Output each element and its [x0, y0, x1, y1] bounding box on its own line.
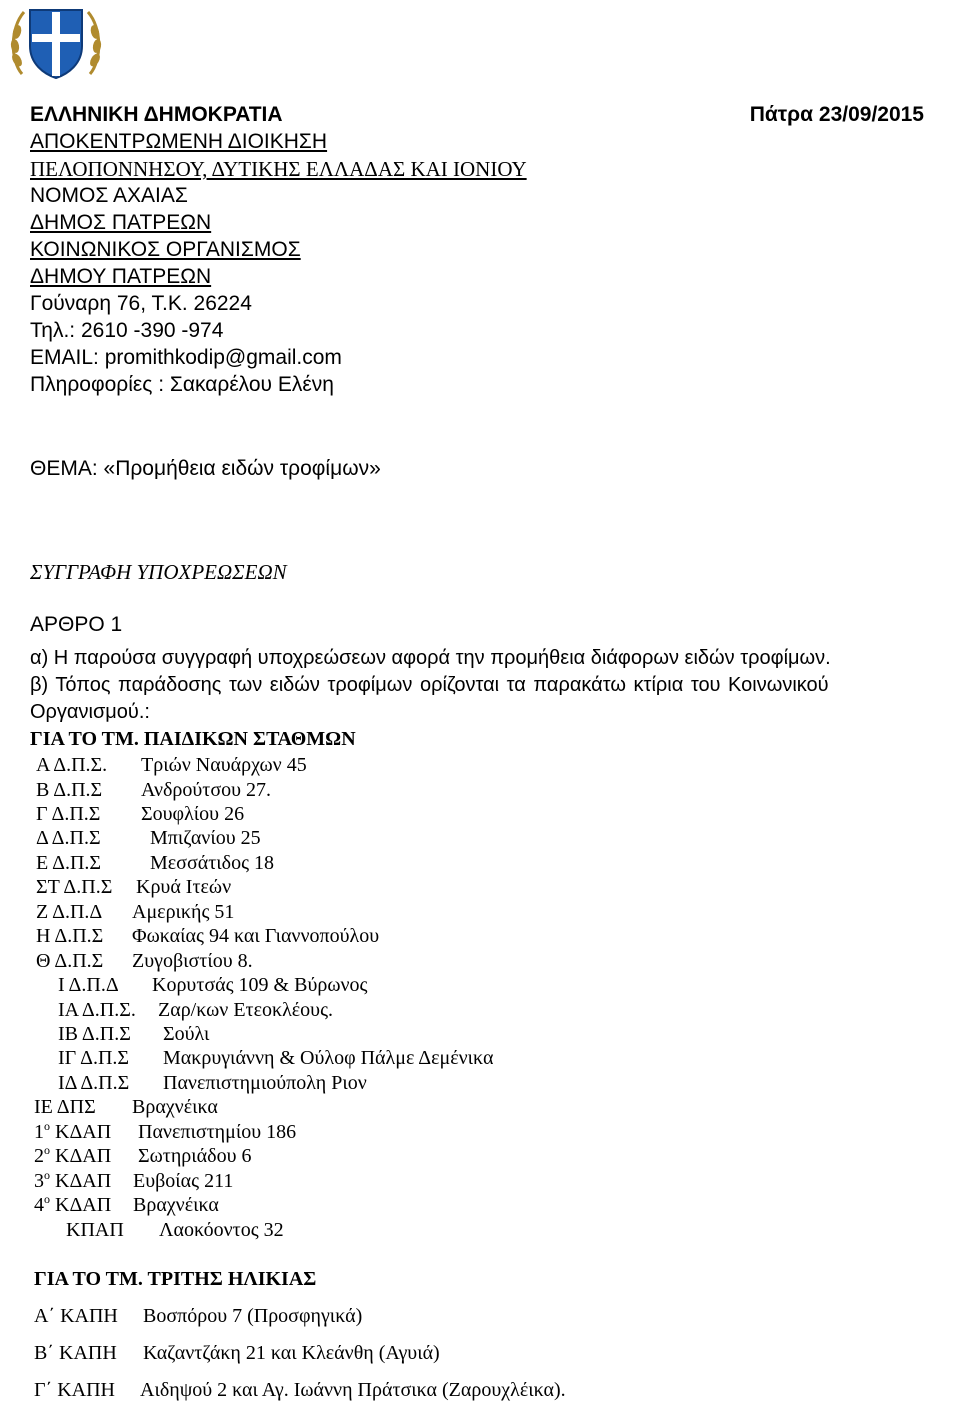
station-code: Δ Δ.Π.Σ — [36, 827, 101, 849]
section-heading-elderly: ΓΙΑ ΤΟ ΤΜ. ΤΡΙΤΗΣ ΗΛΙΚΙΑΣ — [34, 1268, 317, 1290]
station-address: Αμερικής 51 — [132, 901, 235, 923]
header-line-phone: Τηλ.: 2610 -390 -974 — [30, 319, 224, 342]
station-address: Τριών Ναυάρχων 45 — [141, 754, 307, 776]
station-code: Α Δ.Π.Σ. — [36, 754, 108, 776]
station-address: Μακρυγιάννη & Ούλοφ Πάλμε Δεμένικα — [163, 1047, 494, 1069]
kdap-address: Ευβοίας 211 — [133, 1170, 234, 1192]
paragraph-a: α) Η παρούσα συγγραφή υποχρεώσεων αφορά την προμήθεια διάφορων ειδών τροφίμων. — [30, 647, 831, 669]
station-code: Ε Δ.Π.Σ — [36, 852, 102, 874]
station-code: ΙΕ ΔΠΣ — [34, 1096, 96, 1118]
subject-line: ΘΕΜΑ: «Προμήθεια ειδών τροφίμων» — [30, 457, 381, 480]
station-code: Ι Δ.Π.Δ — [58, 974, 119, 996]
station-address: Μπιζανίου 25 — [150, 827, 261, 849]
kdap-code: $4^o$ ΚΔΑΠ — [34, 1192, 112, 1216]
station-address: Σουφλίου 26 — [141, 803, 245, 825]
header-line-info: Πληροφορίες : Σακαρέλου Ελένη — [30, 373, 334, 396]
station-code: ΣΤ Δ.Π.Σ — [36, 876, 113, 898]
kdap-address: Βραχνέικα — [133, 1194, 219, 1216]
kdap-address: Πανεπιστημίου 186 — [138, 1121, 297, 1143]
station-address: Κρυά Ιτεών — [136, 876, 232, 898]
kapi-code: Γ΄ ΚΑΠΗ — [34, 1379, 115, 1401]
header-line-regions: ΠΕΛΟΠΟΝΝΗΣΟΥ, ΔΥΤΙΚΗΣ ΕΛΛΑΔΑΣ ΚΑΙ ΙΟΝΙΟΥ — [30, 157, 527, 181]
header-line-address: Γούναρη 76, Τ.Κ. 26224 — [30, 292, 252, 315]
header-line-decentralized-admin: ΑΠΟΚΕΝΤΡΩΜΕΝΗ ΔΙΟΙΚΗΣΗ — [30, 130, 328, 153]
header-line-republic: ΕΛΛΗΝΙΚΗ ΔΗΜΟΚΡΑΤΙΑ — [30, 103, 283, 126]
document-title: ΣΥΓΓΡΑΦΗ ΥΠΟΧΡΕΩΣΕΩΝ — [30, 560, 287, 584]
station-code: ΙΔ Δ.Π.Σ — [58, 1072, 130, 1094]
kdap-address: Σωτηριάδου 6 — [138, 1145, 252, 1167]
paragraph-b-line2: Οργανισμού.: — [30, 701, 150, 723]
paragraph-b-line1: β) Τόπος παράδοσης των ειδών τροφίμων ορίζονται τα παρακάτω κτίρια του Κοινωνικού — [30, 674, 829, 696]
station-address: Φωκαίας 94 και Γιαννοπούλου — [132, 925, 380, 947]
station-code: ΙΑ Δ.Π.Σ. — [58, 999, 136, 1021]
kdap-code: $3^o$ ΚΔΑΠ — [34, 1168, 112, 1192]
station-code: Γ Δ.Π.Σ — [36, 803, 101, 825]
kapi-address: Καζαντζάκη 21 και Κλεάνθη (Αγυιά) — [143, 1342, 440, 1364]
station-address: Ζυγοβιστίου 8. — [132, 950, 253, 972]
kapi-address: Αιδηψού 2 και Αγ. Ιωάννη Πράτσικα (Ζαρουχλέικα). — [140, 1379, 566, 1401]
station-code: Η Δ.Π.Σ — [36, 925, 104, 947]
header-line-prefecture: ΝΟΜΟΣ ΑΧΑΙΑΣ — [30, 184, 188, 207]
station-code: Θ Δ.Π.Σ — [36, 950, 104, 972]
section-heading-kindergartens: ΓΙΑ ΤΟ ΤΜ. ΠΑΙΔΙΚΩΝ ΣΤΑΘΜΩΝ — [30, 728, 356, 750]
station-address: Σούλι — [163, 1023, 210, 1045]
document-date: Πάτρα 23/09/2015 — [749, 103, 924, 126]
station-address: Ανδρούτσου 27. — [141, 779, 272, 801]
kdap-code: $2^o$ ΚΔΑΠ — [34, 1143, 112, 1167]
station-address: Πανεπιστημιούπολη Ριον — [163, 1072, 367, 1094]
station-code: Β Δ.Π.Σ — [36, 779, 103, 801]
kapi-code: Α΄ ΚΑΠΗ — [34, 1305, 118, 1327]
article-heading: ΑΡΘΡΟ 1 — [30, 613, 123, 636]
station-code: ΙΒ Δ.Π.Σ — [58, 1023, 131, 1045]
station-code: ΙΓ Δ.Π.Σ — [58, 1047, 130, 1069]
greek-emblem-logo — [8, 2, 104, 84]
station-address: Κορυτσάς 109 & Βύρωνος — [152, 974, 368, 996]
kdap-code: $1^o$ ΚΔΑΠ — [34, 1119, 112, 1143]
station-code: Ζ Δ.Π.Δ — [36, 901, 103, 923]
station-address: Βραχνέικα — [132, 1096, 218, 1118]
kapi-code: Β΄ ΚΑΠΗ — [34, 1342, 117, 1364]
header-line-email: EMAIL: promithkodip@gmail.com — [30, 346, 342, 369]
kpap-code: ΚΠΑΠ — [66, 1219, 124, 1241]
header-line-organization-2: ΔΗΜΟΥ ΠΑΤΡΕΩΝ — [30, 265, 212, 288]
station-address: Μεσσάτιδος 18 — [150, 852, 274, 874]
station-address: Ζαρ/κων Ετεοκλέους. — [158, 999, 333, 1021]
kapi-address: Βοσπόρου 7 (Προσφηγικά) — [143, 1305, 363, 1327]
header-line-municipality: ΔΗΜΟΣ ΠΑΤΡΕΩΝ — [30, 211, 212, 234]
kpap-address: Λαοκόοντος 32 — [159, 1219, 284, 1241]
header-line-organization: ΚΟΙΝΩΝΙΚΟΣ ΟΡΓΑΝΙΣΜΟΣ — [30, 238, 301, 261]
